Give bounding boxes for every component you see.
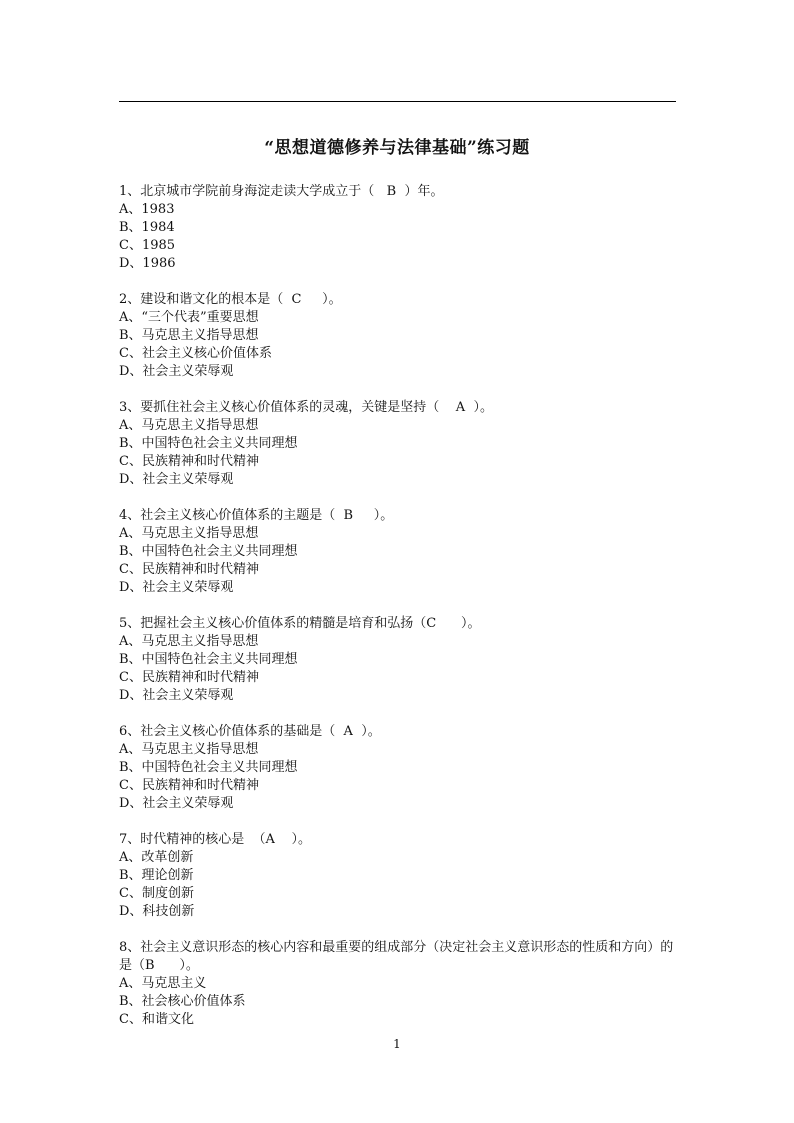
question-stem: 7、时代精神的核心是 （A ）。 bbox=[119, 832, 311, 847]
option-b: B、马克思主义指导思想 bbox=[119, 328, 259, 343]
option-c: C、制度创新 bbox=[119, 886, 194, 901]
option-a: A、改革创新 bbox=[119, 850, 194, 865]
option-b: B、中国特色社会主义共同理想 bbox=[119, 652, 298, 667]
option-b: B、中国特色社会主义共同理想 bbox=[119, 544, 298, 559]
question-5 bbox=[119, 615, 679, 705]
option-a: A、马克思主义指导思想 bbox=[119, 418, 259, 433]
question-3 bbox=[119, 399, 679, 489]
option-a: A、马克思主义指导思想 bbox=[119, 742, 259, 757]
option-d: D、社会主义荣辱观 bbox=[119, 796, 234, 811]
page-number: 1 bbox=[393, 1037, 401, 1051]
option-d: D、社会主义荣辱观 bbox=[119, 364, 234, 379]
option-c: C、民族精神和时代精神 bbox=[119, 454, 259, 469]
option-c: C、民族精神和时代精神 bbox=[119, 562, 259, 577]
header-rule bbox=[119, 101, 676, 102]
option-d: D、科技创新 bbox=[119, 904, 195, 919]
question-2 bbox=[119, 291, 679, 381]
question-stem: 1、北京城市学院前身海淀走读大学成立于（ B ）年。 bbox=[119, 184, 444, 199]
question-stem: 6、社会主义核心价值体系的基础是（ A ）。 bbox=[119, 724, 381, 739]
option-b: B、社会核心价值体系 bbox=[119, 994, 246, 1009]
question-stem: 2、建设和谐文化的根本是（ C ）。 bbox=[119, 292, 342, 307]
question-7 bbox=[119, 831, 679, 921]
option-d: D、社会主义荣辱观 bbox=[119, 688, 234, 703]
option-c: C、社会主义核心价值体系 bbox=[119, 346, 272, 361]
option-b: B、中国特色社会主义共同理想 bbox=[119, 436, 298, 451]
option-b: B、理论创新 bbox=[119, 868, 194, 883]
question-stem: 5、把握社会主义核心价值体系的精髓是培育和弘扬（C ）。 bbox=[119, 616, 481, 631]
question-stem: 8、社会主义意识形态的核心内容和最重要的组成部分（决定社会主义意识形态的性质和方向）的是（B ）。 bbox=[119, 940, 674, 973]
option-d: D、社会主义荣辱观 bbox=[119, 472, 234, 487]
option-b: B、中国特色社会主义共同理想 bbox=[119, 760, 298, 775]
question-6 bbox=[119, 723, 679, 813]
option-a: A、“三个代表”重要思想 bbox=[119, 310, 259, 325]
option-a: A、马克思主义指导思想 bbox=[119, 634, 259, 649]
option-c: C、和谐文化 bbox=[119, 1012, 194, 1027]
question-stem: 3、要抓住社会主义核心价值体系的灵魂，关键是坚持（ A ）。 bbox=[119, 400, 493, 415]
option-d: D、社会主义荣辱观 bbox=[119, 580, 234, 595]
option-d: D、1986 bbox=[119, 256, 176, 271]
question-list bbox=[119, 183, 679, 1047]
question-4 bbox=[119, 507, 679, 597]
question-8 bbox=[119, 939, 679, 1029]
option-c: C、民族精神和时代精神 bbox=[119, 778, 259, 793]
option-a: A、马克思主义指导思想 bbox=[119, 526, 259, 541]
option-c: C、1985 bbox=[119, 238, 176, 253]
option-c: C、民族精神和时代精神 bbox=[119, 670, 259, 685]
question-stem: 4、社会主义核心价值体系的主题是（ B ）。 bbox=[119, 508, 394, 523]
page-title: “思想道德修养与法律基础”练习题 bbox=[264, 138, 530, 158]
option-b: B、1984 bbox=[119, 220, 175, 235]
option-a: A、马克思主义 bbox=[119, 976, 207, 991]
question-1 bbox=[119, 183, 679, 273]
option-a: A、1983 bbox=[119, 202, 175, 217]
